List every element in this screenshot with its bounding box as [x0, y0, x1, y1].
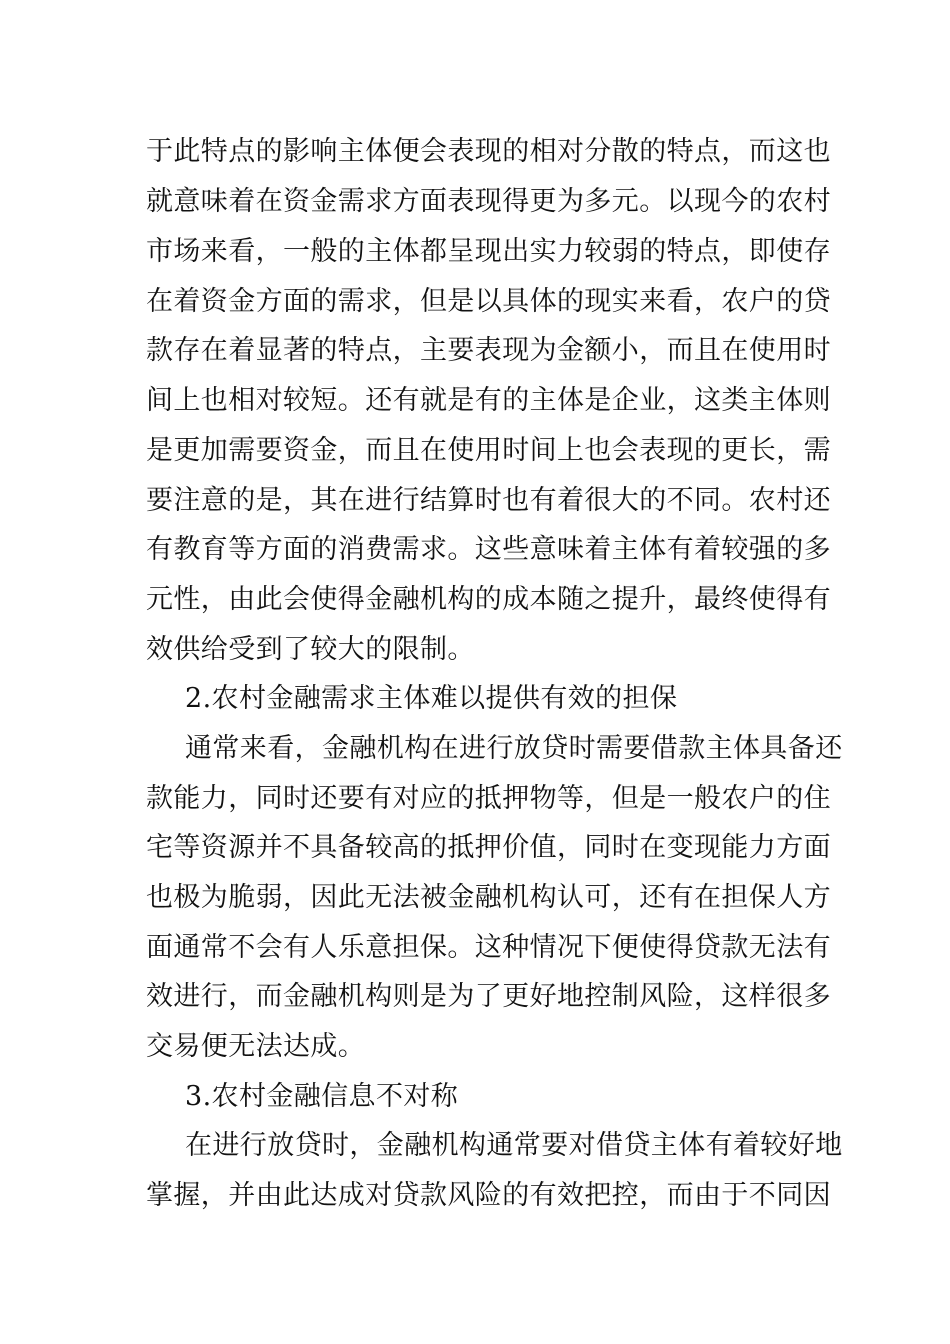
paragraph-line: 于此特点的影响主体便会表现的相对分散的特点，而这也 — [146, 136, 831, 167]
paragraph-line: 效进行，而金融机构则是为了更好地控制风险，这样很多 — [146, 981, 831, 1012]
paragraph-line: 款存在着显著的特点，主要表现为金额小，而且在使用时 — [146, 335, 831, 366]
paragraph-line: 在着资金方面的需求，但是以具体的现实来看，农户的贷 — [146, 286, 831, 317]
paragraph-line: 是更加需要资金，而且在使用时间上也会表现的更长，需 — [146, 435, 831, 466]
section-heading: 3.农村金融信息不对称 — [185, 1081, 459, 1112]
paragraph-line: 效供给受到了较大的限制。 — [146, 634, 475, 665]
section-heading: 2.农村金融需求主体难以提供有效的担保 — [185, 683, 678, 714]
paragraph-line: 通常来看，金融机构在进行放贷时需要借款主体具备还 — [185, 733, 843, 764]
paragraph-line: 交易便无法达成。 — [146, 1031, 366, 1062]
paragraph-line: 也极为脆弱，因此无法被金融机构认可，还有在担保人方 — [146, 882, 831, 913]
paragraph-line: 市场来看，一般的主体都呈现出实力较弱的特点，即使存 — [146, 236, 831, 267]
paragraph-line: 间上也相对较短。还有就是有的主体是企业，这类主体则 — [146, 385, 831, 416]
paragraph-line: 有教育等方面的消费需求。这些意味着主体有着较强的多 — [146, 534, 831, 565]
paragraph-line: 宅等资源并不具备较高的抵押价值，同时在变现能力方面 — [146, 832, 831, 863]
paragraph-line: 要注意的是，其在进行结算时也有着很大的不同。农村还 — [146, 485, 831, 516]
paragraph-line: 掌握，并由此达成对贷款风险的有效把控，而由于不同因 — [146, 1180, 831, 1211]
paragraph-line: 就意味着在资金需求方面表现得更为多元。以现今的农村 — [146, 186, 831, 217]
paragraph-line: 款能力，同时还要有对应的抵押物等，但是一般农户的住 — [146, 783, 831, 814]
paragraph-line: 元性，由此会使得金融机构的成本随之提升，最终使得有 — [146, 584, 831, 615]
paragraph-line: 在进行放贷时，金融机构通常要对借贷主体有着较好地 — [185, 1130, 843, 1161]
paragraph-line: 面通常不会有人乐意担保。这种情况下便使得贷款无法有 — [146, 932, 831, 963]
